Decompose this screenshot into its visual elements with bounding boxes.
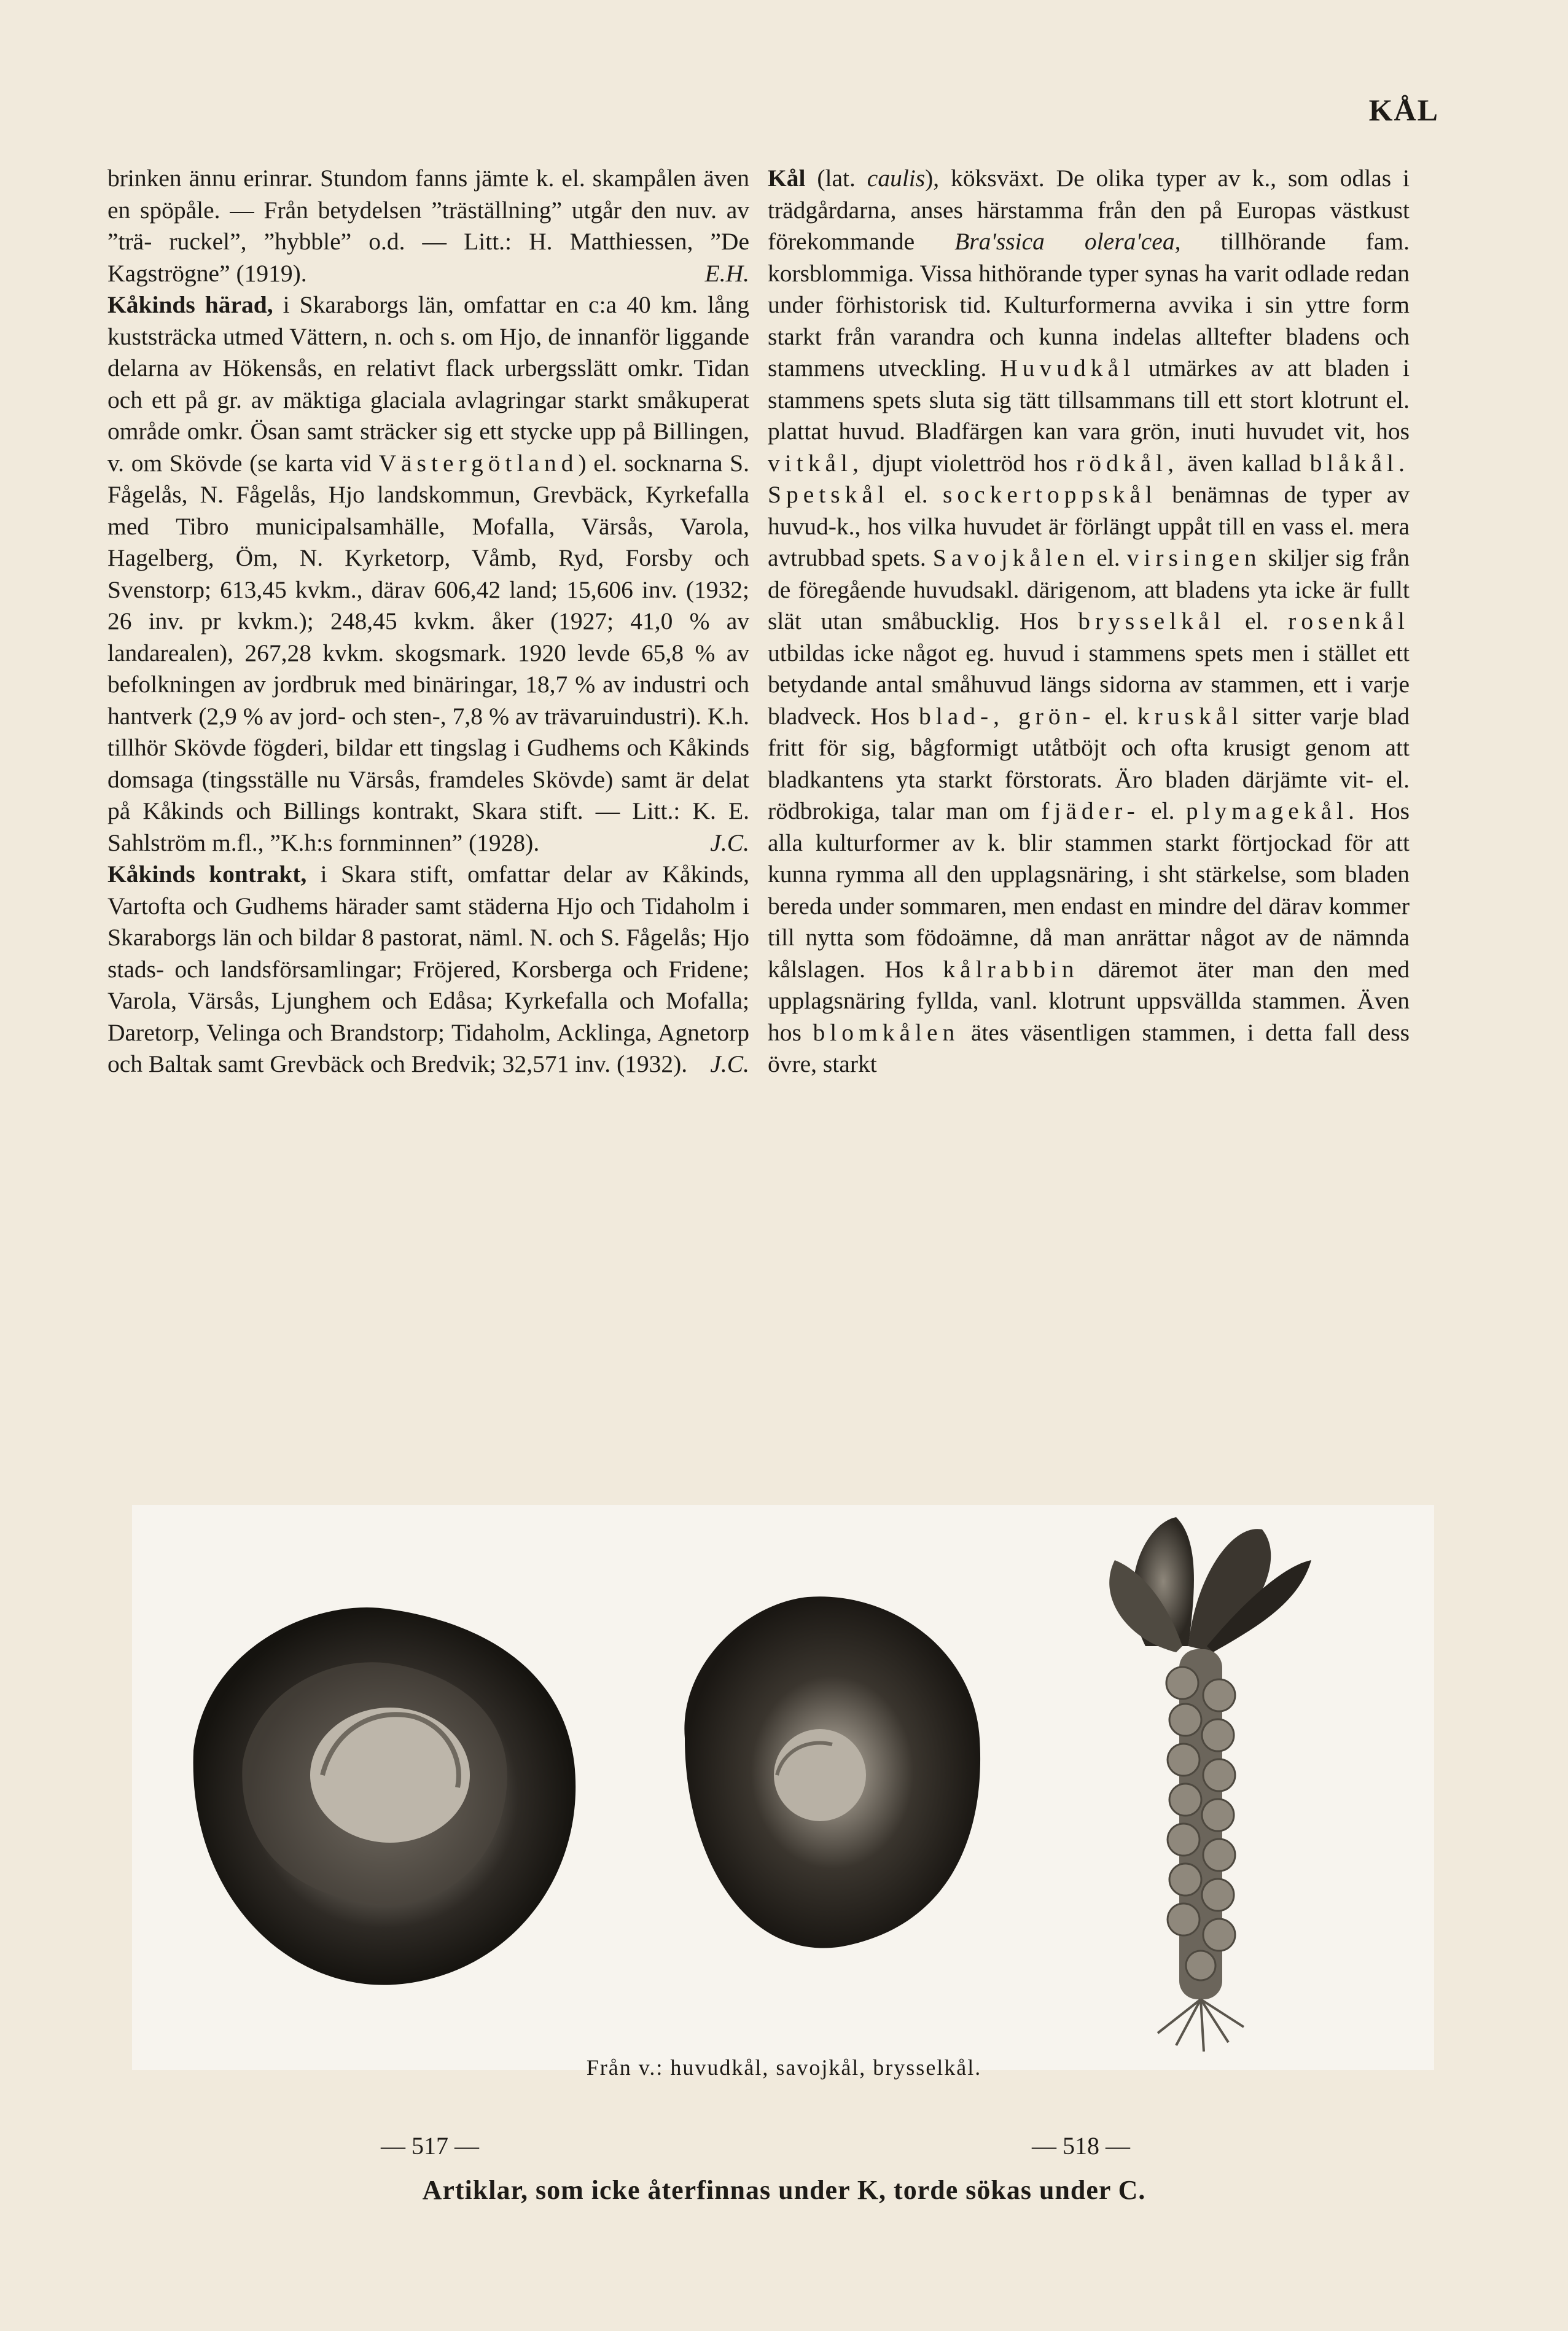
spaced-term: rödkål, [1076, 449, 1179, 477]
spaced-term: blomkålen [813, 1018, 960, 1046]
spaced-term: kruskål [1137, 702, 1244, 730]
page-number-right: — 518 — [1032, 2132, 1130, 2160]
text-run: sitter varje blad fritt för sig, bågformigt utåtböjt och ofta krusigt genom att bladkantens yta starkt förstorats. Äro bladen därjämte vit- el. rödbrokiga, talar man om [768, 702, 1410, 824]
text-run: benämnas de typer av huvud-k., hos vilka huvudet är förlängt uppåt till en vass el. mera avtrubbad spets. [768, 481, 1410, 571]
entry-kal [768, 163, 1410, 1080]
text-run: el. [1139, 797, 1186, 824]
spaced-term: virsingen [1126, 544, 1262, 571]
entry-headword: Kål [768, 165, 806, 192]
author-signature: J.C. [710, 1050, 749, 1077]
entry-headword: Kåkinds kontrakt, [107, 861, 307, 888]
spaced-term: fjäder- [1041, 797, 1140, 824]
text-run: el. [1225, 607, 1289, 634]
page-number-left: — 517 — [381, 2132, 479, 2160]
author-signature: J.C. [710, 829, 749, 856]
paragraph-text: ) el. socknarna S. Fågelås, N. Fågelås, Hjo landskommun, Grevbäck, Kyrkefalla med Tibro municipalsamhälle, Mofalla, Värsås, Varola, Hagelberg, Öm, N. Kyrketorp, Våmb, Ryd, Forsby och Svenstorp; 613,45 kvkm., därav 606,42 land; 15,606 inv. (1932; 26 inv. pr kvkm.); 248,45 kvkm. åker (1927; 41,0 % av landarealen), 267,28 kvkm. skogsmark. 1920 levde 65,8 % av befolkningen av jordbruk med binäringar, 18,7 % av industri och hantverk (2,9 % av jord- och sten-, 7,8 % av trävaruindustri). K.h. tillhör Skövde fögderi, bildar ett tingslag i Gudhems och Kåkinds domsaga (tingsställe nu Värsås, framdeles Skövde) samt är delat på Kåkinds och Billings kontrakt, Skara stift. — Litt.: K. E. Sahlström m.fl., ”K.h:s fornminnen” (1928). [107, 449, 749, 856]
author-signature: E.H. [704, 259, 749, 287]
spaced-term: blad-, grön- [919, 702, 1096, 730]
savojkal-plant [684, 1596, 980, 1948]
spaced-term: sockertoppskål [942, 481, 1157, 508]
text-run: tillhörande fam. korsblommiga. Vissa hithörande typer synas ha varit odlade redan under förhistorisk tid. Kulturformerna avvika i sin yttre form starkt från varandra och kunna indelas alltefter bladens och stammens utveckling. [768, 228, 1410, 381]
text-run: djupt violettröd hos [863, 449, 1077, 477]
spaced-term: Spetskål [768, 481, 889, 508]
spaced-term: plymagekål. [1185, 797, 1359, 824]
spaced-term: vitkål, [768, 449, 864, 477]
spaced-term: Savojkålen [932, 544, 1090, 571]
paragraph-text: i Skara stift, omfattar delar av Kåkinds, Vartofta och Gudhems härader samt städerna Hjo och Tidaholm i Skaraborgs län och bildar 8 pastorat, näml. N. och S. Fågelås; Hjo stads- och landsförsamlingar; Fröjered, Korsberga och Fridene; Varola, Värsås, Ljunghem och Edåsa; Kyrkefalla och Mofalla; Daretorp, Velinga och Brandstorp; Tidaholm, Acklinga, Agnetorp och Baltak samt Grevbäck och Bredvik; 32,571 inv. (1932). [107, 861, 749, 1077]
figure-caption: Från v.: huvudkål, savojkål, brysselkål. [586, 2055, 982, 2080]
text-run: el. [1095, 702, 1137, 730]
brysselkal-plant [1109, 1517, 1311, 2052]
latin-name: caulis [867, 165, 926, 192]
spaced-term: rosenkål [1288, 607, 1410, 634]
entry-kakinds-kontrakt [107, 859, 749, 1080]
text-run: även kallad [1179, 449, 1310, 477]
page-header-title: KÅL [1368, 93, 1439, 127]
text-run: Hos alla kulturformer av k. blir stammen starkt förtjockad för att kunna rymma all den upplagsnäring, i sht stärkelse, som bladen bereda under sommaren, men endast en mindre del därav kommer till nytta som födoämne, då man anrättar något av de nämnda kålslagen. Hos [768, 797, 1410, 983]
huvudkal-plant [193, 1607, 576, 1985]
text-run: (lat. [805, 165, 867, 192]
text-run: el. [1090, 544, 1127, 571]
footer-note: Artiklar, som icke återfinnas under K, torde sökas under C. [422, 2175, 1146, 2205]
text-run: ätes väsentligen stammen, i detta fall dess övre, starkt [768, 1018, 1410, 1077]
text-run: el. [889, 481, 943, 508]
spaced-term: kålrabbin [943, 955, 1079, 983]
spaced-term: Västergötland [378, 449, 579, 477]
text-run: däremot äter man den med upplagsnäring fyllda, vanl. klotrunt uppsvällda stammen. Även hos [768, 955, 1410, 1046]
right-column [768, 163, 1410, 1080]
entry-continuation [107, 163, 749, 289]
text-run: utbildas icke något eg. huvud i stammens spets men i stället ett betydande antal småhuvud längs sidorna av stammen, ett i varje bladveck. Hos [768, 639, 1410, 730]
text-run: utmärkes av att bladen i stammens spets sluta sig tätt tillsammans till ett stort klotrunt el. plattat huvud. Bladfärgen kan vara grön, inuti huvudet vit, hos [768, 354, 1410, 445]
text-run: skiljer sig från de föregående huvudsakl. därigenom, att bladens yta icke är fullt slät utan småbucklig. Hos [768, 544, 1410, 634]
spaced-term: Huvudkål [1000, 354, 1136, 381]
entry-kakinds-harad [107, 289, 749, 859]
huvudkal-image [132, 1505, 1434, 2070]
spaced-term: blåkål. [1309, 449, 1410, 477]
entry-headword: Kåkinds härad, [107, 291, 273, 318]
latin-name: Bra'ssica olera'cea, [954, 228, 1181, 255]
cabbage-photograph [132, 1505, 1434, 2070]
spaced-term: brysselkål [1078, 607, 1226, 634]
left-column [107, 163, 749, 1080]
paragraph-text: brinken ännu erinrar. Stundom fanns jämte k. el. skampålen även en spöpåle. — Från betydelsen ”träställning” utgår den nuv. av ”trä- ruckel”, ”hybble” o.d. — Litt.: H. Matthiessen, ”De Kagströgne” (1919). [107, 165, 749, 287]
text-run: ), köksväxt. De olika typer av k., som odlas i trädgårdarna, anses härstamma från den på Europas västkust förekommande [768, 165, 1410, 255]
paragraph-text: i Skaraborgs län, omfattar en c:a 40 km. lång kuststräcka utmed Vättern, n. och s. om Hjo, de innanför liggande delarna av Hökensås, en relativt flack urbergsslätt omkr. Tidan och ett på gr. av mäktiga glaciala avlagringar starkt småkuperat område omkr. Ösan samt sträcker sig ett stycke upp på Billingen, v. om Skövde (se karta vid [107, 291, 749, 477]
